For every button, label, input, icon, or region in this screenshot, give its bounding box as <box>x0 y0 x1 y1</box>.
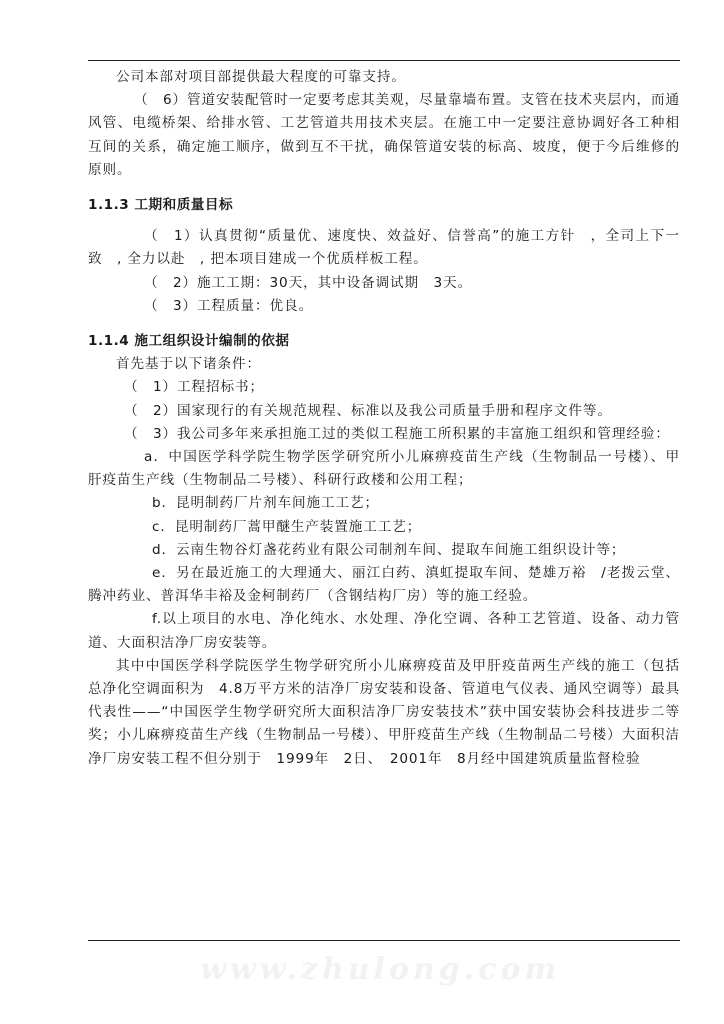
paragraph: 首先基于以下诸条件： <box>116 356 261 373</box>
page-body <box>88 66 680 771</box>
paragraph: （ 6）管道安装配管时一定要考虑其美观，尽量靠墙布置。支管在技术夹层内，而通风管、电缆桥架、给排水管、工艺管道共用技术夹层。在施工中一定要注意协调好各工种相互间的关系，确定施工顺序，做到互不干扰，确保管道安装的标高、坡度，便于今后维修的原则。 <box>88 92 680 178</box>
list-item: （ 1）认真贯彻“质量优、速度快、效益好、信誉高”的施工方针 ，全司上下一致 , 全力以赴 , 把本项目建成一个优质样板工程。 <box>88 228 680 268</box>
list-item: （ 2）国家现行的有关规范规程、标准以及我公司质量手册和程序文件等。 <box>124 402 612 419</box>
section-heading-1-1-4: 1.1.4 施工组织设计编制的依据 <box>88 333 290 350</box>
section-heading-1-1-3: 1.1.3 工期和质量目标 <box>88 197 234 214</box>
list-item: d．云南生物谷灯盏花药业有限公司制剂车间、提取车间施工组织设计等； <box>152 541 626 558</box>
list-item: （ 3）我公司多年来承担施工过的类似工程施工所积累的丰富施工组织和管理经验： <box>124 425 670 442</box>
list-item: e．另在最近施工的大理通大、丽江白药、滇虹提取车间、楚雄万裕 /老拨云堂、腾冲药业、普洱华丰裕及金柯制药厂（含钢结构厂房）等的施工经验。 <box>88 565 680 605</box>
list-item: （ 2）施工工期：30天，其中设备调试期 3天。 <box>144 274 473 291</box>
paragraph: 其中中国医学科学院医学生物学研究所小儿麻痹疫苗及甲肝疫苗两生产线的施工（包括总净化空调面积为 4.8万平方米的洁净厂房安装和设备、管道电气仪表、通风空调等）最具代表性——“中国医学生物学研究所大面积洁净厂房安装技术”获中国安装协会科技进步二等奖；小儿麻痹疫苗生产线（生物制品一号楼）、甲肝疫苗生产线（生物制品二号楼）大面积洁净厂房安装工程不但分别于 1999年 2日、 2001年 8月经中国建筑质量监督检验 <box>88 657 680 767</box>
header-rule <box>88 60 680 61</box>
list-item: b．昆明制药厂片剂车间施工工艺； <box>152 495 379 512</box>
list-item: a．中国医学科学院生物学医学研究所小儿麻痹疫苗生产线（生物制品一号楼）、甲肝疫苗生产线（生物制品二号楼）、科研行政楼和公用工程； <box>88 449 680 489</box>
list-item: （ 1）工程招标书； <box>124 379 264 396</box>
list-item: c．昆明制药厂蒿甲醚生产装置施工工艺； <box>152 518 422 535</box>
paragraph: 公司本部对项目部提供最大程度的可靠支持。 <box>116 69 406 85</box>
footer-rule <box>88 940 680 941</box>
watermark: www.zhulong.com <box>200 952 561 987</box>
list-item: （ 3）工程质量：优良。 <box>144 297 313 314</box>
list-item: f.以上项目的水电、净化纯水、水处理、净化空调、各种工艺管道、设备、动力管道、大面积洁净厂房安装等。 <box>88 611 680 651</box>
